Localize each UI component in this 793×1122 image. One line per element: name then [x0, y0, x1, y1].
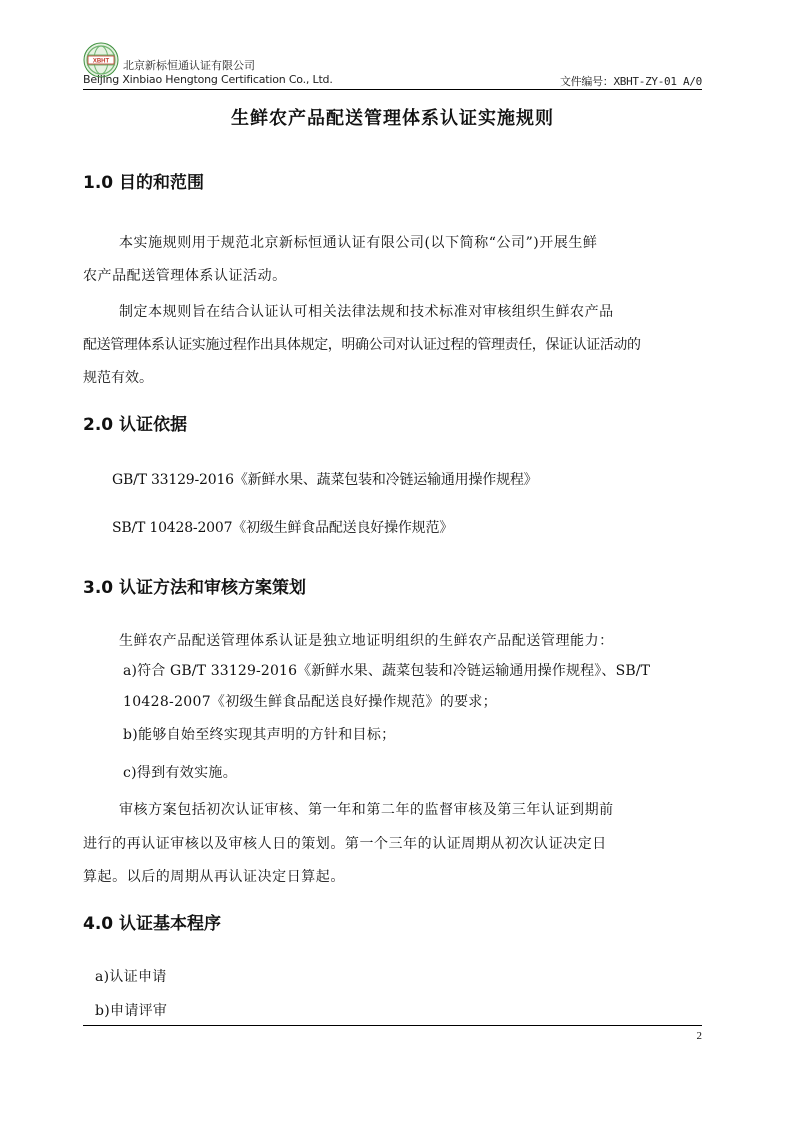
- section-2-line-2: SB/T 10428-2007《初级生鲜食品配送良好操作规范》: [112, 520, 454, 536]
- page-number: 2: [696, 1030, 702, 1042]
- section-3-line-6: 审核方案包括初次认证审核、第一年和第二年的监督审核及第三年认证到期前: [119, 802, 614, 818]
- section-2-line-1: GB/T 33129-2016《新鲜水果、蔬菜包装和冷链运输通用操作规程》: [112, 472, 538, 488]
- footer-divider: [83, 1025, 702, 1026]
- section-3-line-3: 10428-2007《初级生鲜食品配送良好操作规范》的要求；: [123, 694, 497, 710]
- section-1-line-5: 规范有效。: [83, 370, 153, 386]
- header-divider: [83, 89, 702, 90]
- company-name-cn: 北京新标恒通认证有限公司: [123, 59, 255, 72]
- section-1-line-4: 配送管理体系认证实施过程作出具体规定，明确公司对认证过程的管理责任，保证认证活动的: [83, 337, 641, 353]
- section-3-line-4: b)能够自始至终实现其声明的方针和目标；: [123, 727, 396, 743]
- section-1-line-2: 农产品配送管理体系认证活动。: [83, 268, 287, 284]
- section-1-line-3: 制定本规则旨在结合认证认可相关法律法规和技术标准对审核组织生鲜农产品: [119, 304, 614, 320]
- section-1-line-1: 本实施规则用于规范北京新标恒通认证有限公司(以下简称“公司”)开展生鲜: [119, 235, 598, 251]
- section-3-line-2: a)符合 GB/T 33129-2016《新鲜水果、蔬菜包装和冷链运输通用操作规程》、SB/T: [123, 663, 651, 679]
- section-3-line-8: 算起。以后的周期从再认证决定日算起。: [83, 869, 345, 885]
- section-3-line-5: c)得到有效实施。: [123, 765, 238, 781]
- section-4-line-2: b)申请评审: [95, 1003, 168, 1019]
- section-3-line-1: 生鲜农产品配送管理体系认证是独立地证明组织的生鲜农产品配送管理能力：: [119, 633, 614, 649]
- section-3-heading: 3.0 认证方法和审核方案策划: [83, 578, 307, 598]
- section-2-heading: 2.0 认证依据: [83, 415, 188, 435]
- section-1-heading: 1.0 目的和范围: [83, 173, 205, 193]
- document-number: 文件编号：XBHT-ZY-01 A/0: [559, 75, 702, 88]
- page-header: [83, 42, 702, 92]
- document-title: 生鲜农产品配送管理体系认证实施规则: [231, 108, 554, 129]
- logo-text: XBHT: [92, 58, 110, 65]
- section-3-line-7: 进行的再认证审核以及审核人日的策划。第一个三年的认证周期从初次认证决定日: [83, 836, 607, 852]
- company-name-en: Beijing Xinbiao Hengtong Certification Co., Ltd.: [83, 73, 333, 86]
- section-4-line-1: a)认证申请: [95, 969, 167, 985]
- section-4-heading: 4.0 认证基本程序: [83, 914, 222, 934]
